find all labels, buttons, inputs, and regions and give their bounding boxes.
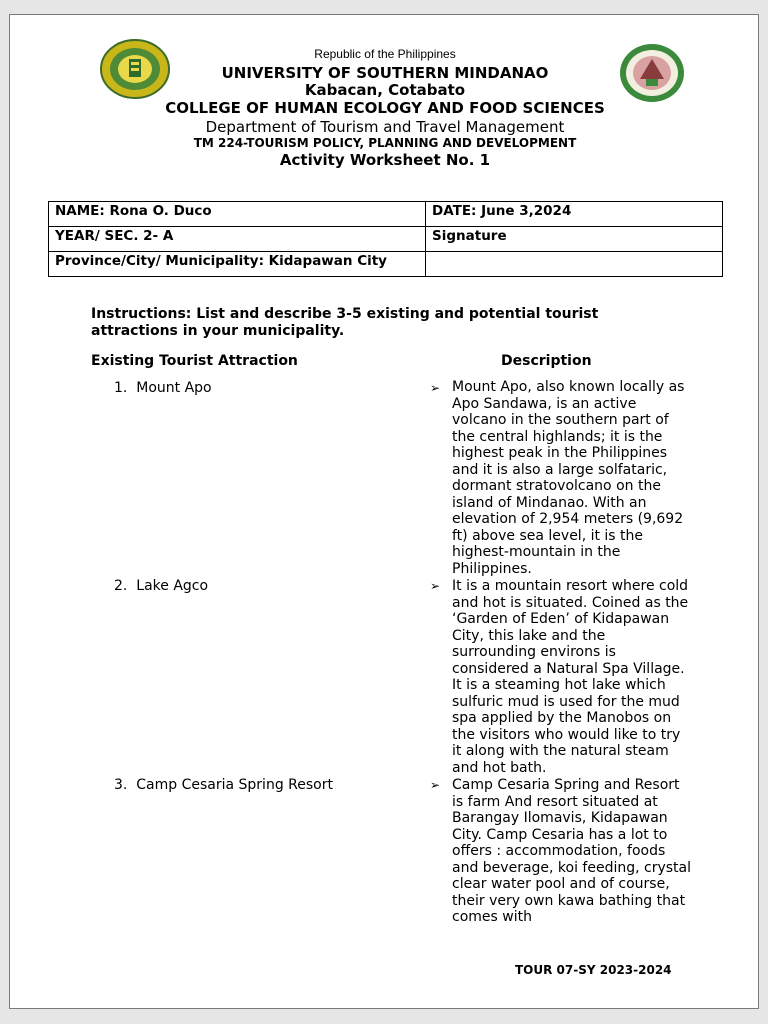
list-item	[114, 777, 333, 793]
item-name: Mount Apo	[136, 380, 212, 396]
department-name: Department of Tourism and Travel Management	[205, 118, 565, 136]
republic-line: Republic of the Philippines	[314, 47, 456, 61]
date-cell: DATE: June 3,2024	[426, 202, 723, 227]
footer-code: TOUR 07-SY 2023-2024	[515, 963, 672, 977]
table-row	[49, 252, 723, 277]
list-item	[114, 380, 212, 396]
description-column-heading: Description	[501, 353, 592, 369]
province-cell: Province/City/ Municipality: Kidapawan City	[49, 252, 426, 277]
year-section-cell: YEAR/ SEC. 2- A	[49, 227, 426, 252]
item-description: Mount Apo, also known locally as Apo Sandawa, is an active volcano in the southern part of the central highlands; it is the highest peak in the Philippines and it is also a large solfataric, dormant stratovolcano on the island of Mindanao. With an elevation of 2,954 meters (9,692 ft) above sea level, it is the highest-mountain in the Philippines.	[452, 379, 685, 577]
arrow-bullet-icon: ➢	[430, 579, 441, 593]
university-location: Kabacan, Cotabato	[304, 81, 466, 99]
instructions: Instructions: List and describe 3-5 existing and potential tourist attractions in your municipality.	[91, 306, 599, 339]
item-name: Camp Cesaria Spring Resort	[136, 777, 333, 793]
worksheet-page	[9, 14, 759, 1009]
college-name: COLLEGE OF HUMAN ECOLOGY AND FOOD SCIENCES	[165, 99, 605, 117]
activity-title: Activity Worksheet No. 1	[279, 151, 491, 169]
name-cell: NAME: Rona O. Duco	[49, 202, 426, 227]
arrow-bullet-icon: ➢	[430, 778, 441, 792]
item-description: It is a mountain resort where cold and hot is situated. Coined as the ‘Garden of Eden’ of Kidapawan City, this lake and the surrounding environs is considered a Natural Spa Village. It is a steaming hot lake which sulfuric mud is used for the mud spa applied by the Manobos on the visitors who would like to try it along with the natural steam and hot bath.	[452, 578, 689, 776]
item-name: Lake Agco	[136, 578, 209, 594]
table-row	[49, 202, 723, 227]
university-name: UNIVERSITY OF SOUTHERN MINDANAO	[221, 64, 549, 82]
table-row	[49, 227, 723, 252]
arrow-bullet-icon: ➢	[430, 381, 441, 395]
blank-cell	[426, 252, 723, 277]
item-number: 3.	[114, 777, 128, 793]
signature-cell: Signature	[426, 227, 723, 252]
student-info-table	[48, 201, 723, 277]
course-title: TM 224-TOURISM POLICY, PLANNING AND DEVELOPMENT	[193, 136, 577, 150]
attraction-column-heading: Existing Tourist Attraction	[91, 353, 298, 369]
item-description: Camp Cesaria Spring and Resort is farm And resort situated at Barangay Ilomavis, Kidapawan City. Camp Cesaria has a lot to offers : accommodation, foods and beverage, koi feeding, crystal clear water pool and of course, their very own kawa bathing that comes with	[452, 777, 692, 925]
item-number: 2.	[114, 578, 128, 594]
list-item	[114, 578, 208, 594]
item-number: 1.	[114, 380, 128, 396]
